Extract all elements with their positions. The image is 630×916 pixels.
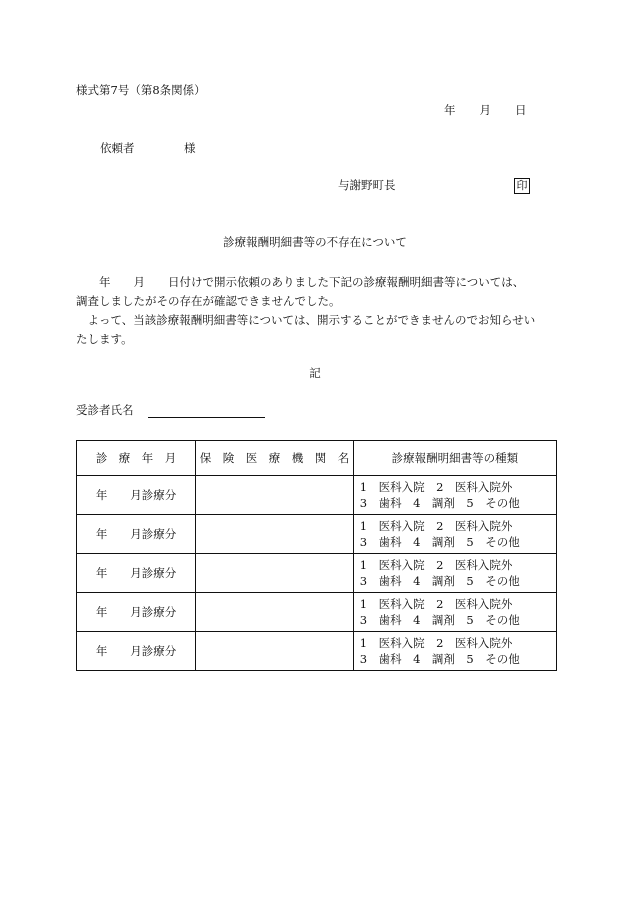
form-number: 様式第7号（第8条関係） — [76, 83, 206, 97]
paragraph-1-line-1: 年 月 日付けで開示依頼のありました下記の診療報酬明細書等については、 — [76, 275, 525, 289]
period-cell: 年 月診療分 — [77, 593, 196, 632]
table-row — [77, 632, 557, 671]
requester-label: 依頼者 — [100, 141, 135, 155]
types-line-1: 1 医科入院 2 医科入院外 — [359, 480, 513, 494]
institution-cell[interactable] — [196, 554, 354, 593]
types-line-2: 3 歯科 4 調剤 5 その他 — [359, 652, 520, 666]
types-line-2: 3 歯科 4 調剤 5 その他 — [359, 613, 520, 627]
patient-name-field[interactable] — [148, 417, 265, 418]
types-line-2: 3 歯科 4 調剤 5 その他 — [359, 574, 520, 588]
date-day-label: 日 — [515, 103, 527, 117]
types-line-1: 1 医科入院 2 医科入院外 — [359, 558, 513, 572]
institution-cell[interactable] — [196, 632, 354, 671]
table-row — [77, 476, 557, 515]
header-types: 診療報酬明細書等の種類 — [353, 441, 556, 476]
claims-table — [76, 440, 557, 671]
ki-heading: 記 — [309, 366, 321, 380]
institution-cell[interactable] — [196, 593, 354, 632]
honorific: 様 — [184, 141, 196, 155]
date-month-label: 月 — [479, 103, 491, 117]
types-cell — [353, 476, 556, 515]
types-line-2: 3 歯科 4 調剤 5 その他 — [359, 535, 520, 549]
date-year-label: 年 — [444, 103, 456, 117]
header-period: 診 療 年 月 — [77, 441, 196, 476]
date-line — [444, 105, 527, 117]
types-cell — [353, 515, 556, 554]
types-cell — [353, 632, 556, 671]
types-cell — [353, 554, 556, 593]
patient-name-label: 受診者氏名 — [76, 403, 134, 417]
period-cell: 年 月診療分 — [77, 515, 196, 554]
issuer-name: 与謝野町長 — [338, 178, 396, 192]
table-row — [77, 593, 557, 632]
paragraph-1-line-2: 調査しましたがその存在が確認できませんでした。 — [76, 294, 341, 308]
table-row — [77, 554, 557, 593]
table-row — [77, 515, 557, 554]
table-header-row — [77, 441, 557, 476]
institution-cell[interactable] — [196, 476, 354, 515]
period-cell: 年 月診療分 — [77, 632, 196, 671]
types-line-1: 1 医科入院 2 医科入院外 — [359, 519, 513, 533]
institution-cell[interactable] — [196, 515, 354, 554]
paragraph-2-line-1: よって、当該診療報酬明細書等については、開示することができませんのでお知らせい — [76, 313, 536, 327]
types-line-1: 1 医科入院 2 医科入院外 — [359, 597, 513, 611]
types-cell — [353, 593, 556, 632]
period-cell: 年 月診療分 — [77, 476, 196, 515]
period-cell: 年 月診療分 — [77, 554, 196, 593]
header-institution: 保 険 医 療 機 関 名 — [196, 441, 354, 476]
seal-mark: 印 — [514, 178, 530, 194]
types-line-2: 3 歯科 4 調剤 5 その他 — [359, 496, 520, 510]
document-title: 診療報酬明細書等の不存在について — [223, 235, 407, 249]
paragraph-2-line-2: たします。 — [76, 332, 133, 346]
body-text — [76, 273, 556, 349]
types-line-1: 1 医科入院 2 医科入院外 — [359, 636, 513, 650]
